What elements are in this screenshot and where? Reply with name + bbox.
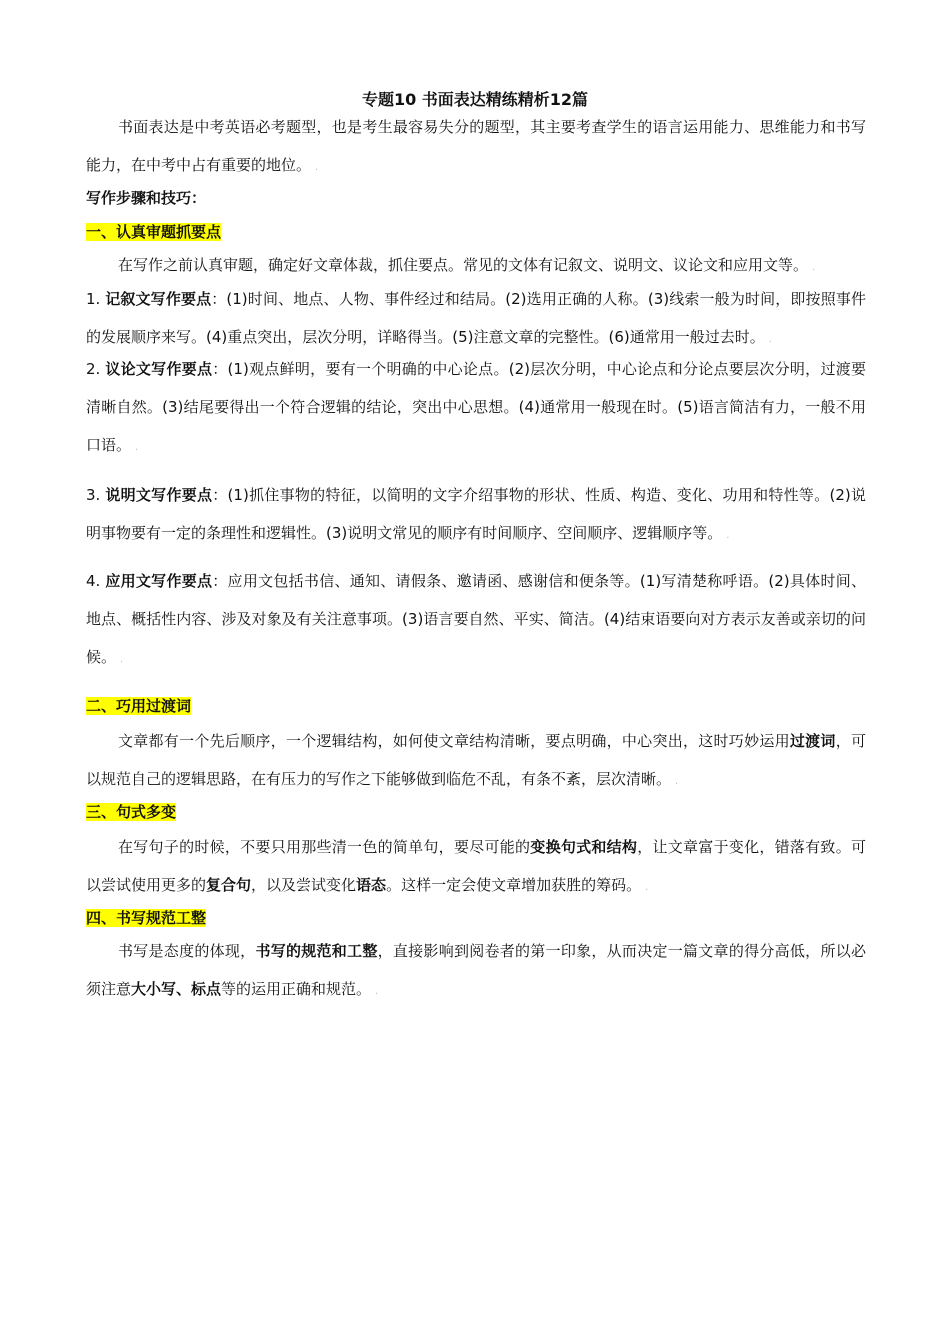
- section1-item-4: 4. 应用文写作要点：应用文包括书信、通知、请假条、邀请函、感谢信和便条等。(1)写清楚称呼语。(2)具体时间、地点、概括性内容、涉及对象及有关注意事项。(3)语言要自然、平实、简洁。(4)结束语要向对方表示友善或亲切的问候。 .: [86, 572, 866, 666]
- intro-text: 书面表达是中考英语必考题型，也是考生最容易失分的题型，其主要考查学生的语言运用能力、思维能力和书写能力，在中考中占有重要的地位。: [86, 118, 866, 174]
- section3-heading: 三、句式多变: [86, 803, 177, 821]
- section1-item-3: 3. 说明文写作要点：(1)抓住事物的特征，以简明的文字介绍事物的形状、性质、构造、变化、功用和特性等。(2)说明事物要有一定的条理性和逻辑性。(3)说明文常见的顺序有时间顺序、空间顺序、逻辑顺序等。 .: [86, 486, 866, 542]
- section1-lead: 在写作之前认真审题，确定好文章体裁，抓住要点。常见的文体有记叙文、说明文、议论文和应用文等。 .: [118, 256, 816, 274]
- section1-item-1: 1. 记叙文写作要点：(1)时间、地点、人物、事件经过和结局。(2)选用正确的人称。(3)线索一般为时间，即按照事件的发展顺序来写。(4)重点突出，层次分明，详略得当。(5)注意文章的完整性。(6)通常用一般过去时。 .: [86, 290, 866, 346]
- steps-heading: 写作步骤和技巧：: [86, 189, 207, 207]
- section2-heading: 二、巧用过渡词: [86, 697, 192, 715]
- section1-item-2: 2. 议论文写作要点：(1)观点鲜明，要有一个明确的中心论点。(2)层次分明，中心论点和分论点要层次分明，过渡要清晰自然。(3)结尾要得出一个符合逻辑的结论，突出中心思想。(4)通常用一般现在时。(5)语言简洁有力，一般不用口语。 .: [86, 360, 866, 454]
- section4-paragraph: 书写是态度的体现，书写的规范和工整，直接影响到阅卷者的第一印象，从而决定一篇文章的得分高低，所以必须注意大小写、标点等的运用正确和规范。 .: [86, 942, 866, 998]
- intro-paragraph: 书面表达是中考英语必考题型，也是考生最容易失分的题型，其主要考查学生的语言运用能力、思维能力和书写能力，在中考中占有重要的地位。 .: [86, 118, 866, 174]
- section4-heading: 四、书写规范工整: [86, 909, 207, 927]
- page-title: 专题10 书面表达精练精析12篇: [361, 90, 589, 109]
- section2-paragraph: 文章都有一个先后顺序，一个逻辑结构，如何使文章结构清晰，要点明确，中心突出，这时巧妙运用过渡词，可以规范自己的逻辑思路，在有压力的写作之下能够做到临危不乱，有条不紊，层次清晰。 .: [86, 732, 866, 788]
- section1-heading: 一、认真审题抓要点: [86, 223, 222, 241]
- section3-paragraph: 在写句子的时候，不要只用那些清一色的简单句，要尽可能的变换句式和结构，让文章富于变化，错落有致。可以尝试使用更多的复合句，以及尝试变化语态。这样一定会使文章增加获胜的筹码。 .: [86, 838, 866, 894]
